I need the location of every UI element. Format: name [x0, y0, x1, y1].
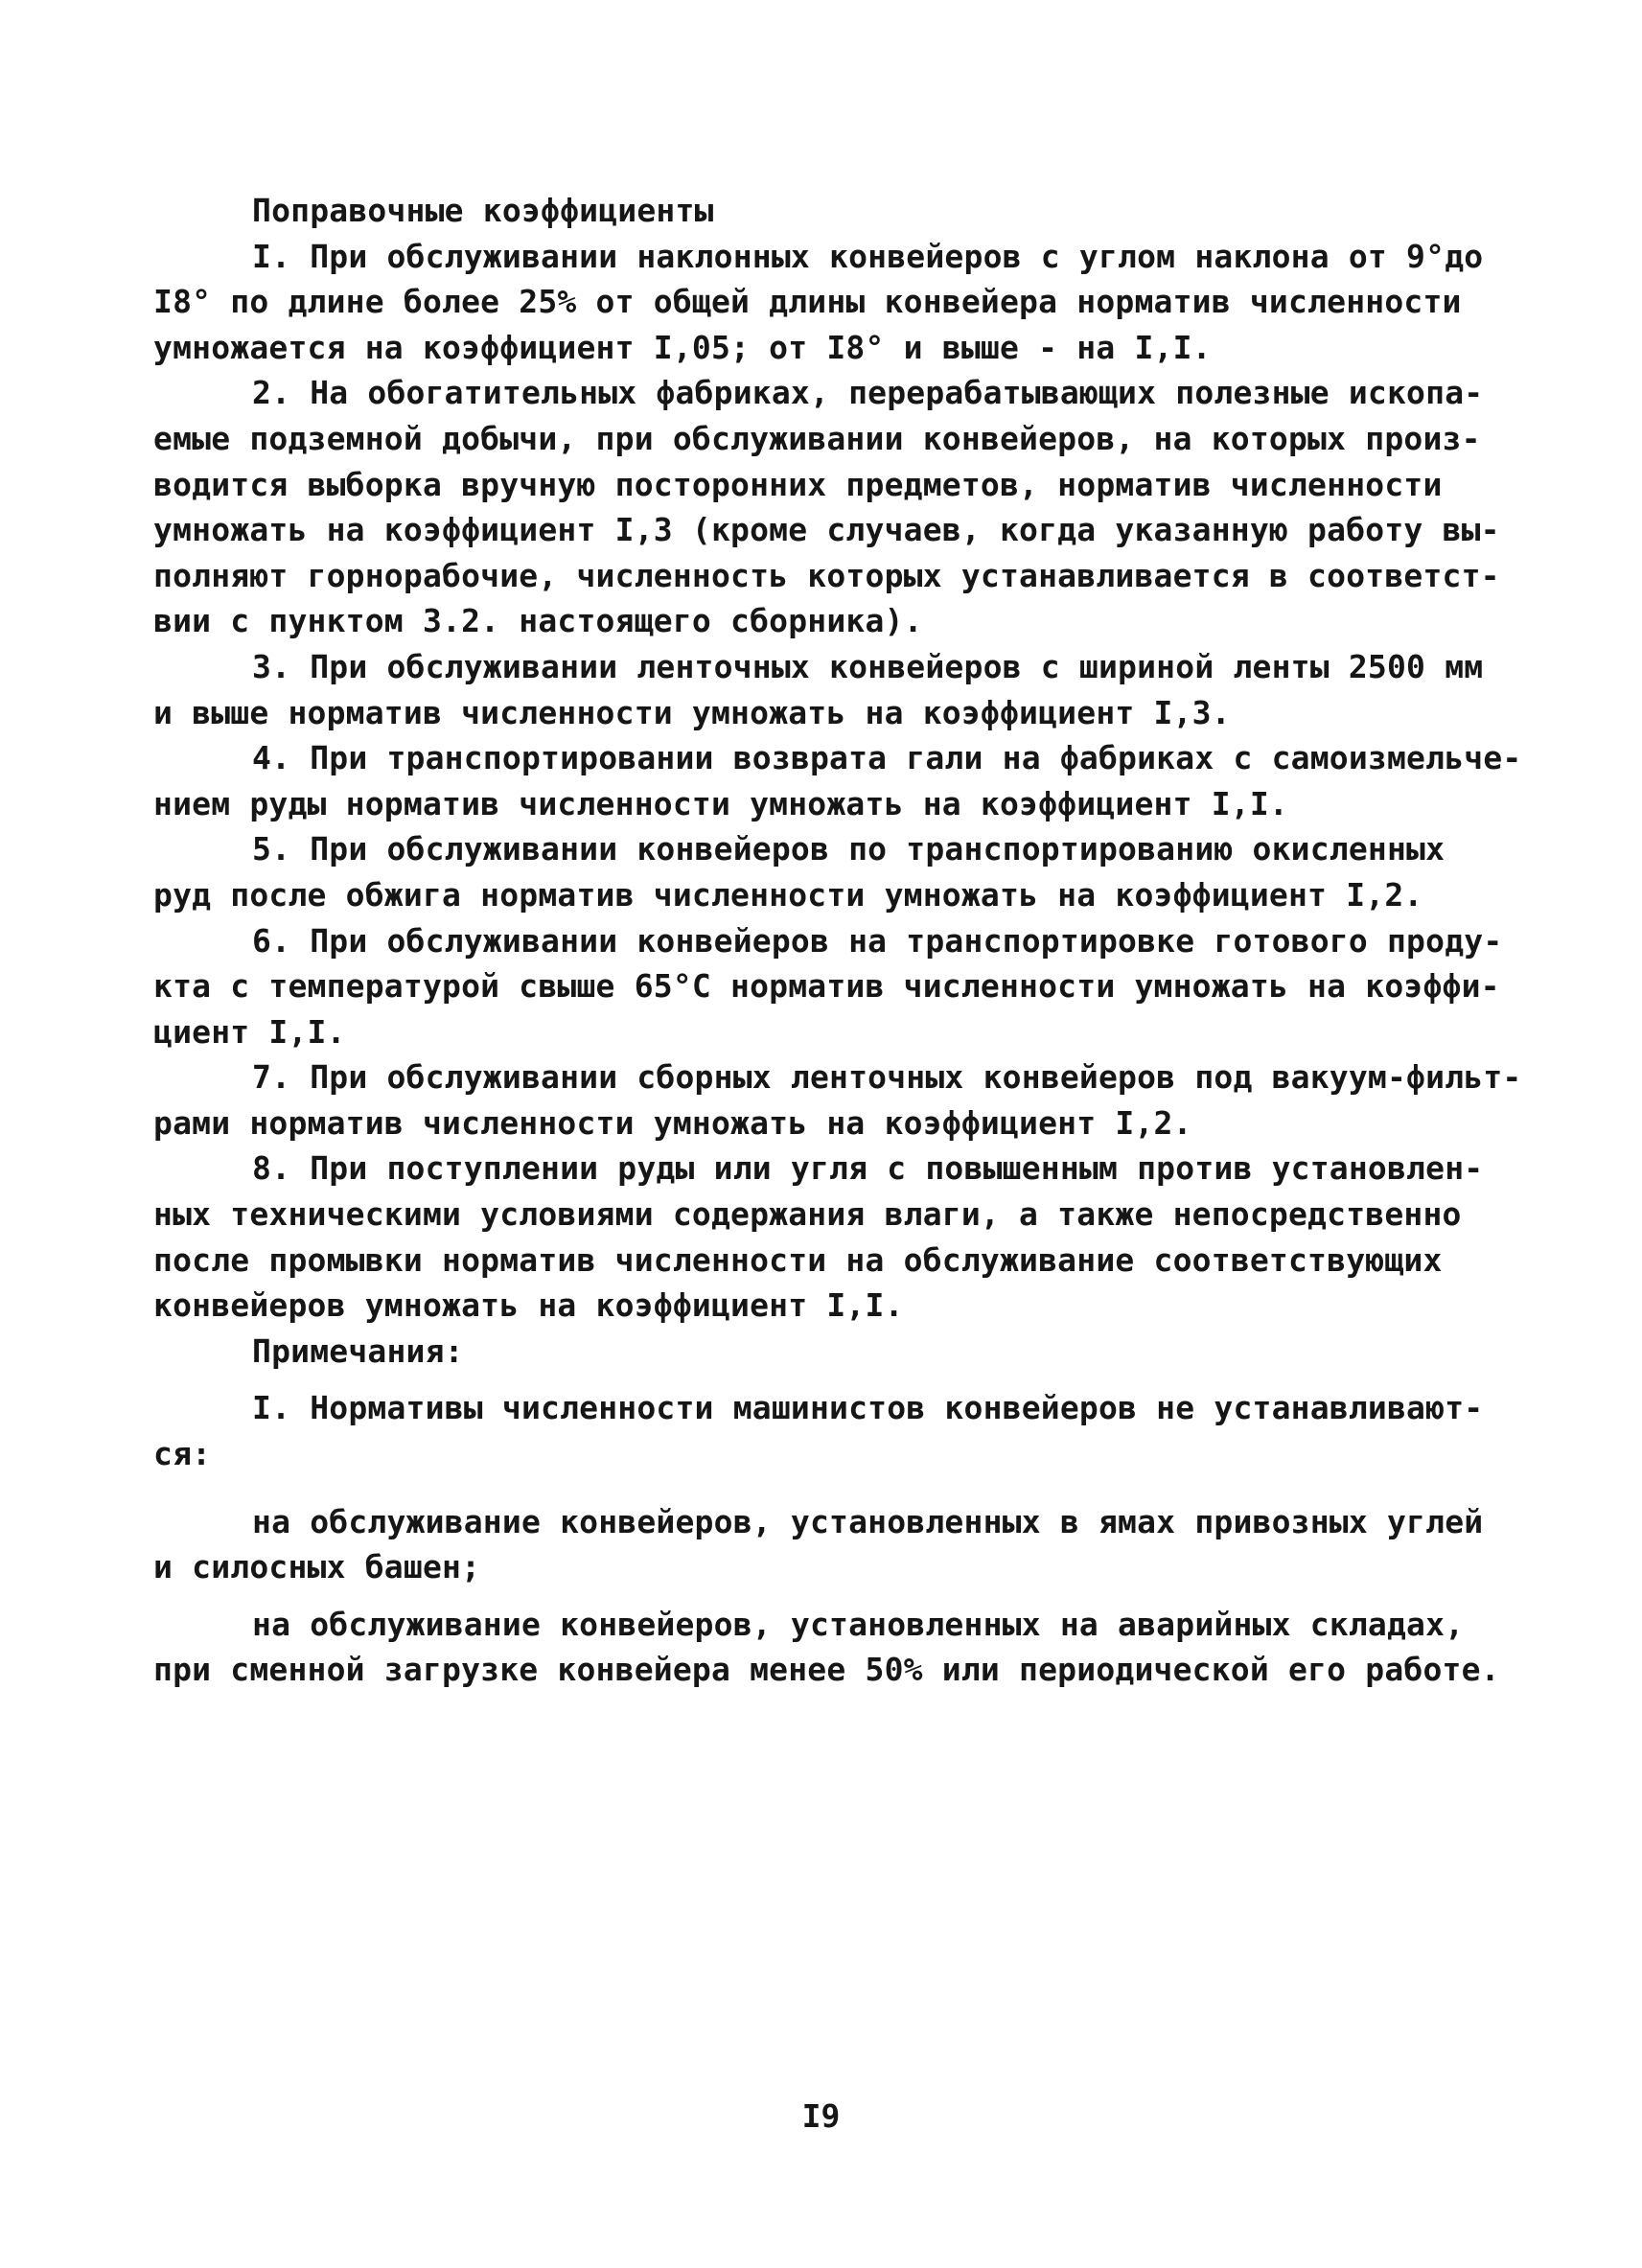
paragraph-line: I8° по длине более 25% от общей длины конвейера норматив численности: [153, 283, 1462, 321]
paragraph-line: на обслуживание конвейеров, установленных на аварийных складах,: [252, 1605, 1465, 1643]
paragraph-line: водится выборка вручную посторонних предметов, норматив численности: [153, 465, 1443, 503]
paragraph-line: нием руды норматив численности умножать на коэффициент I,I.: [153, 784, 1288, 822]
paragraph-line: и выше норматив численности умножать на коэффициент I,3.: [153, 693, 1231, 731]
paragraph-line: 6. При обслуживании конвейеров на транспортировке готового проду-: [252, 921, 1503, 960]
paragraph-line: кта с температурой свыше 65°С норматив численности умножать на коэффи-: [153, 967, 1500, 1006]
paragraph-line: руд после обжига норматив численности умножать на коэффициент I,2.: [153, 875, 1423, 914]
paragraph-line: рами норматив численности умножать на коэффициент I,2.: [153, 1103, 1192, 1142]
paragraph-line: и силосных башен;: [153, 1548, 481, 1586]
paragraph-line: умножать на коэффициент I,3 (кроме случаев, когда указанную работу вы-: [153, 511, 1500, 549]
paragraph-line: ных техническими условиями содержания влаги, а также непосредственно: [153, 1195, 1462, 1234]
paragraph-line: емые подземной добычи, при обслуживании конвейеров, на которых произ-: [153, 419, 1481, 457]
paragraph-line: при сменной загрузке конвейера менее 50% или периодической его работе.: [153, 1651, 1500, 1689]
paragraph-line: после промывки норматив численности на обслуживание соответствующих: [153, 1240, 1443, 1279]
paragraph-line: циент I,I.: [153, 1012, 346, 1051]
paragraph-line: 7. При обслуживании сборных ленточных конвейеров под вакуум-фильт-: [252, 1058, 1522, 1097]
paragraph-line: 5. При обслуживании конвейеров по транспортированию окисленных: [252, 830, 1445, 868]
paragraph-line: 3. При обслуживании ленточных конвейеров с шириной ленты 2500 мм: [252, 647, 1484, 685]
paragraph-line: 8. При поступлении руды или угля с повышенным против установлен-: [252, 1149, 1484, 1188]
paragraph-line: 2. На обогатительных фабриках, перерабатывающих полезные ископа-: [252, 374, 1484, 412]
section-heading: Поправочные коэффициенты: [252, 192, 714, 229]
paragraph-line: умножается на коэффициент I,05; от I8° и выше - на I,I.: [153, 328, 1212, 366]
paragraph-line: I. Нормативы численности машинистов конвейеров не устанавливают-: [252, 1389, 1484, 1427]
document-body: [153, 188, 1522, 1693]
paragraph-line: 4. При транспортировании возврата гали на фабриках с самоизмельче-: [252, 739, 1522, 777]
paragraph-line: ся:: [153, 1435, 212, 1473]
notes-heading: Примечания:: [252, 1331, 464, 1370]
paragraph-line: на обслуживание конвейеров, установленных в ямах привозных углей: [252, 1502, 1484, 1540]
paragraph-line: конвейеров умножать на коэффициент I,I.: [153, 1286, 904, 1325]
page-number: I9: [801, 2097, 841, 2135]
paragraph-line: I. При обслуживании наклонных конвейеров с углом наклона от 9°до: [252, 237, 1484, 275]
paragraph-line: полняют горнорабочие, численность которых устанавливается в соответст-: [153, 556, 1500, 594]
paragraph-line: вии с пунктом 3.2. настоящего сборника).: [153, 602, 923, 640]
